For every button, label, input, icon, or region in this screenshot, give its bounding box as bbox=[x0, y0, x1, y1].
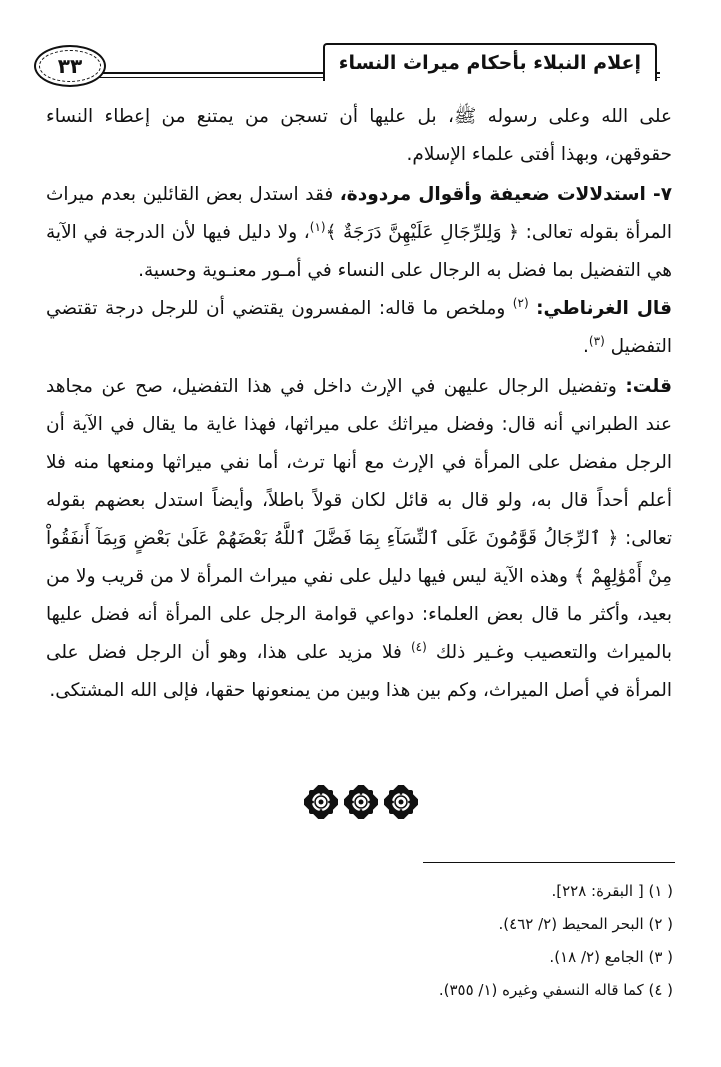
paragraph-2 bbox=[46, 176, 672, 290]
flower-ornament-icon bbox=[304, 785, 338, 819]
footnote-ref-3[interactable]: (٣) bbox=[588, 333, 605, 348]
paragraph-4 bbox=[46, 368, 672, 710]
paragraph-3-text: وملخص ما قاله: المفسرون يقتضي أن للرجل درجة تقتضي التفضيل bbox=[46, 298, 672, 357]
flower-ornament-icon bbox=[384, 785, 418, 819]
footnote-ref-1[interactable]: (١) bbox=[309, 219, 326, 234]
footnote-3: ( ٣) الجامع (٢/ ١٨). bbox=[549, 948, 673, 966]
quran-verse-2: ﴿ ٱلرِّجَالُ قَوَّٰمُونَ عَلَى ٱلنِّسَآءِ بِمَا فَضَّلَ ٱللَّهُ بَعْضَهُمْ عَلَىٰ بَعْضٍ وَبِمَآ أَنفَقُواْ مِنْ أَمْوَٰلِهِمْ ﴾ bbox=[46, 528, 672, 587]
paragraph-2-text-a: فقد استدل بعض القائلين بعدم ميراث المرأة بقوله تعالى: bbox=[46, 184, 672, 243]
paragraph-3 bbox=[46, 290, 672, 366]
footnote-1: ( ١) [ البقرة: ٢٢٨]. bbox=[551, 882, 673, 900]
paragraph-1-text: على الله وعلى رسوله ﷺ، بل عليها أن تسجن من يمتنع من إعطاء النساء حقوقهن، وبهذا أفتى علماء الإسلام. bbox=[46, 106, 672, 165]
paragraph-1 bbox=[46, 98, 672, 174]
body-text bbox=[46, 98, 672, 710]
page-number: ٣٣ bbox=[34, 45, 106, 87]
footnote-2: ( ٢) البحر المحيط (٢/ ٤٦٢). bbox=[498, 915, 673, 933]
qultu-label: قلت: bbox=[625, 376, 672, 397]
paragraph-3-end: . bbox=[583, 336, 589, 357]
quran-verse-1: ﴿ وَلِلرِّجَالِ عَلَيْهِنَّ دَرَجَةٌ ﴾ bbox=[325, 222, 520, 243]
footnote-ref-4[interactable]: (٤) bbox=[410, 639, 427, 654]
quote-author: قال الغرناطي: bbox=[536, 298, 672, 319]
footnote-ref-2[interactable]: (٢) bbox=[512, 295, 529, 310]
footnote-separator bbox=[423, 862, 675, 863]
section-heading: ٧- استدلالات ضعيفة وأقوال مردودة، bbox=[339, 184, 672, 205]
paragraph-4-text-b: وهذه الآية ليس فيها دليل على نفي ميراث المرأة لا من قريب ولا من بعيد، وأكثر ما قال بعض العلماء: دواعي قوامة الرجل على المرأة أنه فضل عليها بالميراث والتعصيب وغـير ذلك bbox=[46, 566, 672, 663]
flower-ornament-icon bbox=[344, 785, 378, 819]
paragraph-4-text-c: فلا مزيد على هذا، وهو أن الرجل فضل على المرأة في أصل الميراث، وكم بين هذا وبين من يمنعونها حقها، فإلى الله المشتكى. bbox=[46, 642, 672, 701]
paragraph-4-text-a: وتفضيل الرجال عليهن في الإرث داخل في هذا التفضيل، صح عن مجاهد عند الطبراني أنه قال: وفضل ميراثك على ميراثها، فهذا غاية ما يقال في الآية أن الرجل مفضل على المرأة في الإرث مع أنها ترث، أما نفي ميراثها ومنعها منه فلا أعلم أحداً قال به، ولو قال به قائل لكان قولاً باطلاً، وأيضاً استدل بعضهم بقوله تعالى: bbox=[46, 376, 672, 549]
paragraph-2-text-b: ، ولا دليل فيها لأن الدرجة في الآية هي التفضيل بما فضل به الرجال على النساء في أمـور معنـوية وحسية. bbox=[46, 222, 672, 281]
running-title: إعلام النبلاء بأحكام ميراث النساء bbox=[323, 43, 657, 81]
section-ornament bbox=[296, 785, 426, 819]
footnote-4: ( ٤) كما قاله النسفي وغيره (١/ ٣٥٥). bbox=[438, 981, 673, 999]
footnotes bbox=[53, 875, 673, 1007]
